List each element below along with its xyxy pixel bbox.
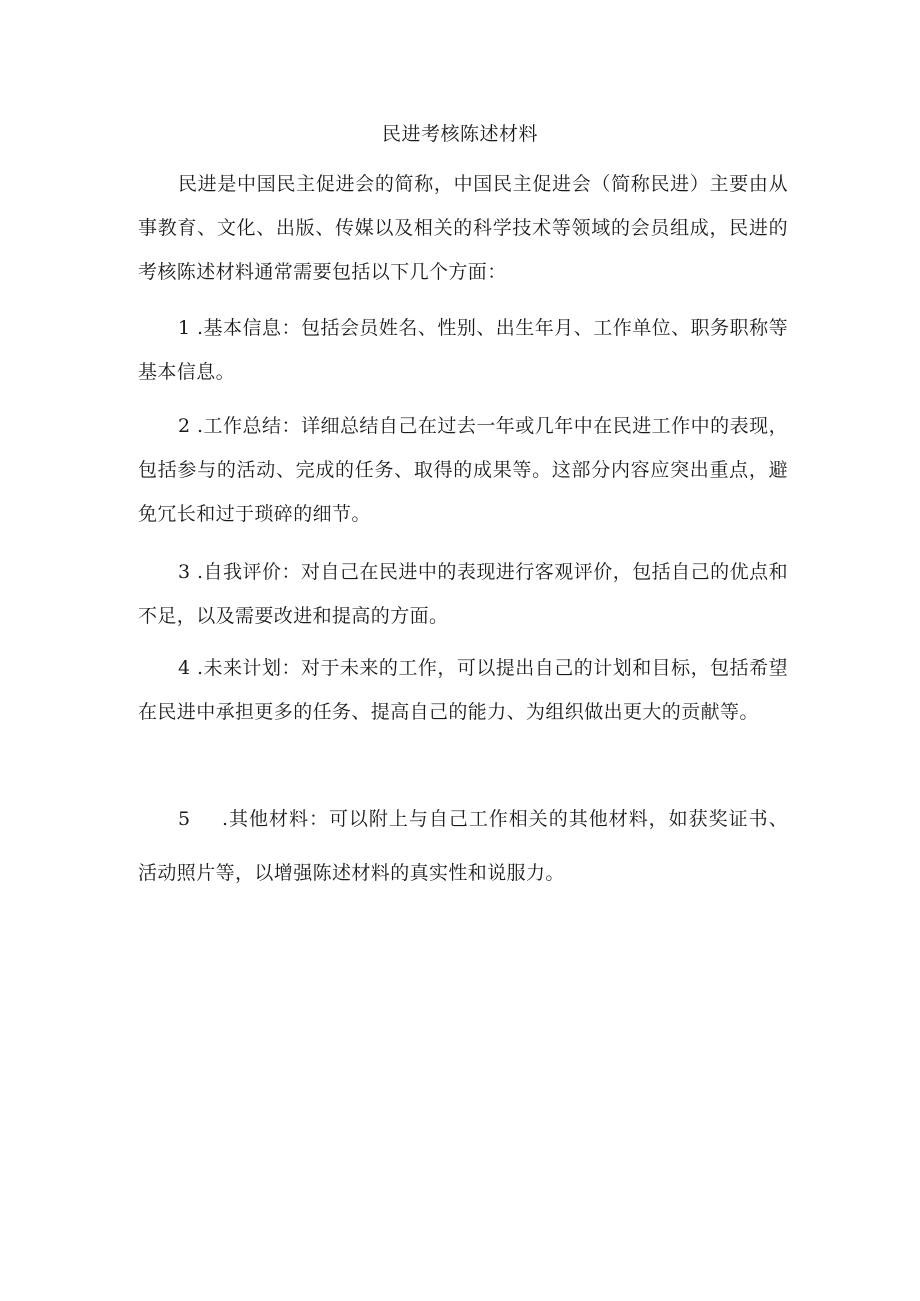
- item-text-5: .其他材料：可以附上与自己工作相关的其他材料，如获奖证书、活动照片等，以增强陈述材料的真实性和说服力。: [138, 808, 788, 884]
- item-text-2: .工作总结：详细总结自己在过去一年或几年中在民进工作中的表现，包括参与的活动、完成的任务、取得的成果等。这部分内容应突出重点，避免冗长和过于琐碎的细节。: [138, 415, 788, 525]
- item-text-1: .基本信息：包括会员姓名、性别、出生年月、工作单位、职务职称等基本信息。: [138, 317, 788, 383]
- item-number-3: 3: [178, 561, 191, 583]
- intro-paragraph: 民进是中国民主促进会的简称，中国民主促进会（简称民进）主要由从事教育、文化、出版、传媒以及相关的科学技术等领域的会员组成，民进的考核陈述材料通常需要包括以下几个方面：: [138, 173, 788, 283]
- item-text-4: .未来计划：对于未来的工作，可以提出自己的计划和目标，包括希望在民进中承担更多的任务、提高自己的能力、为组织做出更大的贡献等。: [138, 657, 788, 723]
- document-title: 民进考核陈述材料: [381, 123, 538, 145]
- item-number-2: 2: [178, 415, 191, 437]
- item-paragraph-1: [138, 306, 788, 394]
- item-paragraph-5: [138, 792, 788, 900]
- item-paragraph-4: [138, 646, 788, 734]
- item-paragraph-2: [138, 404, 788, 536]
- item-number-4: 4: [178, 657, 191, 679]
- item-paragraph-3: [138, 550, 788, 638]
- item-number-5: 5: [178, 808, 191, 830]
- item-text-3: .自我评价：对自己在民进中的表现进行客观评价，包括自己的优点和不足，以及需要改进和提高的方面。: [138, 561, 788, 627]
- item-number-1: 1: [178, 317, 191, 339]
